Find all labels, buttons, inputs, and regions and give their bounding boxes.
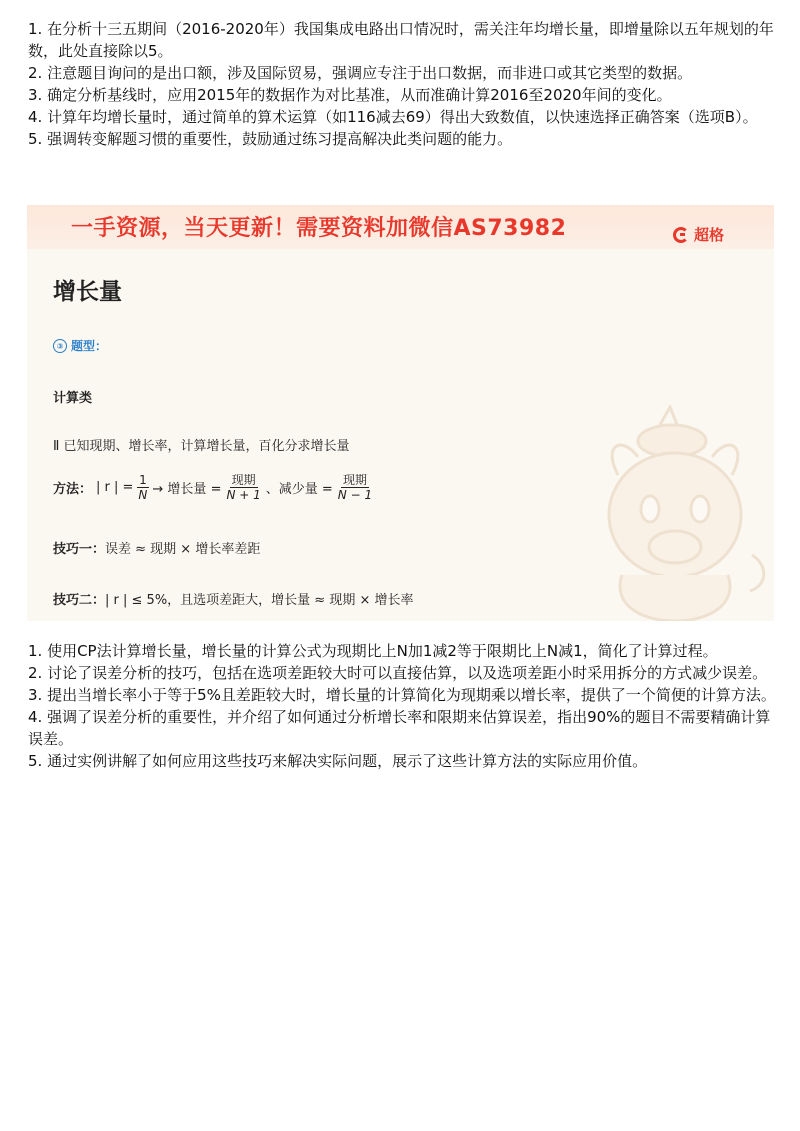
brand-icon [673, 227, 689, 243]
tip-one-label: 技巧一： [53, 542, 106, 557]
banner-text: 一手资源，当天更新！需要资料加微信AS73982 [71, 216, 567, 241]
fraction-denominator: N [138, 488, 148, 502]
method-formula [53, 473, 377, 502]
note-item: 5. 强调转变解题习惯的重要性，鼓励通过练习提高解决此类问题的能力。 [28, 130, 513, 148]
note-item: 2. 讨论了误差分析的技巧，包括在选项差距较大时可以直接估算，以及选项差距小时采用拆分的方式减少误差。 [28, 664, 768, 682]
note-item: 4. 计算年均增长量时，通过简单的算术运算（如116减去69）得出大致数值，以快速选择正确答案（选项B）。 [28, 108, 758, 126]
method-label: 方法： [53, 482, 93, 497]
brand-name: 超格 [693, 226, 724, 244]
section-label [53, 337, 107, 354]
note-item: 3. 确定分析基线时，应用2015年的数据作为对比基准，从而准确计算2016至2020年间的变化。 [28, 86, 672, 104]
summary-notes-bottom [28, 640, 776, 772]
fraction-denominator: N − 1 [337, 488, 373, 502]
section-number: ③ [53, 339, 67, 353]
fraction-decrease [336, 473, 374, 502]
note-item: 2. 注意题目询问的是出口额，涉及国际贸易，强调应专注于出口数据，而非进口或其它类型的数据。 [28, 64, 693, 82]
fraction-numerator: 现期 [342, 473, 367, 487]
calc-heading: 计算类 [53, 391, 93, 406]
tip-two [53, 589, 413, 608]
tip-one-text: 误差 ≈ 现期 × 增长率差距 [105, 542, 261, 557]
section-label-text: 题型： [71, 339, 108, 353]
fraction-denominator: N + 1 [226, 488, 261, 502]
tip-one [53, 538, 260, 557]
formula-growth-eq: → 增长量 = [152, 482, 222, 497]
fraction-numerator: 1 [139, 473, 147, 487]
formula-decrease-eq: 、减少量 = [265, 482, 333, 497]
mascot-watermark-icon [582, 405, 772, 621]
tip-two-label: 技巧二： [53, 593, 106, 608]
slide-title: 增长量 [53, 279, 122, 305]
note-item: 4. 强调了误差分析的重要性，并介绍了如何通过分析增长率和限期来估算误差，指出90%的题目不需要精确计算误差。 [28, 708, 771, 748]
note-item: 1. 使用CP法计算增长量，增长量的计算公式为现期比上N加1减2等于限期比上N减1，简化了计算过程。 [28, 642, 718, 660]
summary-notes-top [28, 18, 776, 150]
slide-banner [27, 205, 774, 249]
note-item: 3. 提出当增长率小于等于5%且差距较大时，增长量的计算简化为现期乘以增长率，提供了一个简便的计算方法。 [28, 686, 776, 704]
formula-r-eq: | r | = [96, 480, 134, 495]
rule-line: Ⅱ 已知现期、增长率，计算增长量，百化分求增长量 [53, 439, 350, 454]
fraction-one-over-n [136, 473, 149, 502]
note-item: 5. 通过实例讲解了如何应用这些技巧来解决实际问题，展示了这些计算方法的实际应用价值。 [28, 752, 648, 770]
lecture-slide-image [27, 205, 774, 621]
tip-two-text: | r | ≤ 5%，且选项差距大，增长量 ≈ 现期 × 增长率 [105, 593, 414, 608]
brand-logo [673, 224, 724, 245]
note-item: 1. 在分析十三五期间（2016-2020年）我国集成电路出口情况时，需关注年均增长量，即增量除以五年规划的年数，此处直接除以5。 [28, 20, 774, 60]
fraction-numerator: 现期 [231, 473, 256, 487]
fraction-growth [224, 473, 262, 502]
